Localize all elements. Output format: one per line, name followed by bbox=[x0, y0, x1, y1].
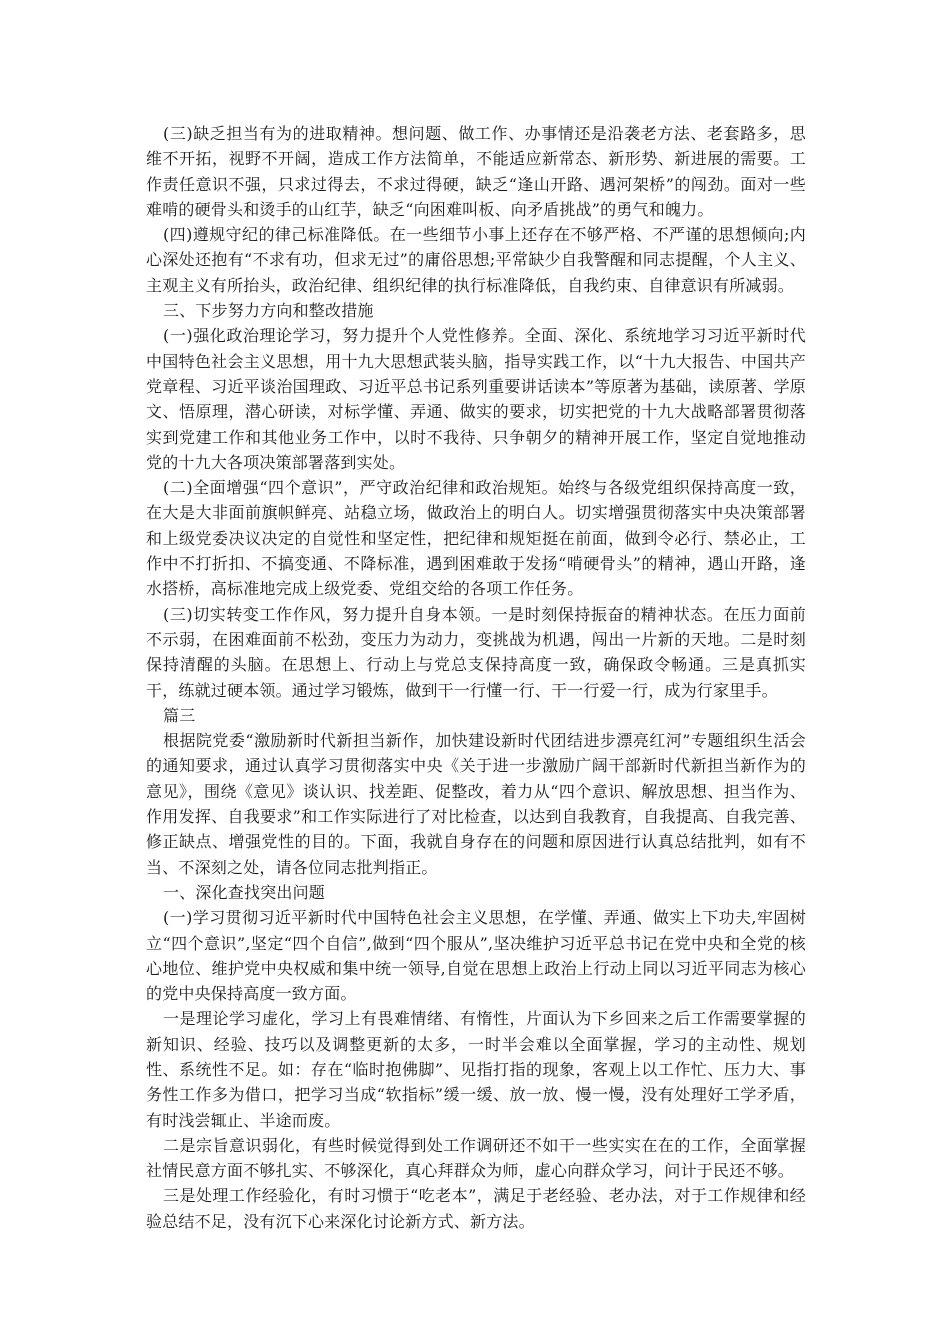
section-heading: 一、深化查找突出问题 bbox=[163, 882, 326, 902]
paragraph: 三是处理工作经验化，有时习惯于“吃老本”，满足于老经验、老办法，对于工作规律和经验总结不足，没有沉下心来深化讨论新方式、新方法。 bbox=[146, 1186, 806, 1231]
paragraph: (三)切实转变工作作风，努力提升自身本领。一是时刻保持振奋的精神状态。在压力面前不示弱，在困难面前不松劲，变压力为动力，变挑战为机遇，闯出一片新的天地。二是时刻保持清醒的头脑。在思想上、行动上与党总支保持高度一致，确保政令畅通。三是真抓实干，练就过硬本领。通过学习锻炼，做到干一行懂一行、干一行爱一行，成为行家里手。 bbox=[146, 604, 806, 700]
paragraph: (一)强化政治理论学习，努力提升个人党性修养。全面、深化、系统地学习习近平新时代中国特色社会主义思想，用十九大思想武装头脑，指导实践工作，以“十九大报告、中国共产党章程、习近平谈治国理政、习近平总书记系列重要讲话读本”等原著为基础，读原著、学原文、悟原理，潜心研读，对标学懂、弄通、做实的要求，切实把党的十九大战略部署贯彻落实到党建工作和其他业务工作中，以时不我待、只争朝夕的精神开展工作，坚定自觉地推动党的十九大各项决策部署落到实处。 bbox=[146, 326, 806, 472]
paragraph: (四)遵规守纪的律己标准降低。在一些细节小事上还存在不够严格、不严谨的思想倾向;内心深处还抱有“不求有功，但求无过”的庸俗思想;平常缺少自我警醒和同志提醒，个人主义、主观主义有所抬头，政治纪律、组织纪律的执行标准降低，自我约束、自律意识有所减弱。 bbox=[146, 225, 806, 295]
section-heading: 三、下步努力方向和整改措施 bbox=[163, 301, 374, 321]
paragraph: (一)学习贯彻习近平新时代中国特色社会主义思想，在学懂、弄通、做实上下功夫,牢固树立“四个意识”,坚定“四个自信”,做到“四个服从”,坚决维护习近平总书记在党中央和全党的核心地位、维护党中央权威和集中统一领导,自觉在思想上政治上行动上同以习近平同志为核心的党中央保持高度一致方面。 bbox=[146, 908, 806, 1004]
document-body bbox=[146, 121, 806, 1234]
paragraph: (二)全面增强“四个意识”，严守政治纪律和政治规矩。始终与各级党组织保持高度一致，在大是大非面前旗帜鲜亮、站稳立场，做政治上的明白人。切实增强贯彻落实中央决策部署和上级党委决议决定的自觉性和坚定性，把纪律和规矩挺在前面，做到令必行、禁必止，工作中不打折扣、不搞变通、不降标准，遇到困难敢于发扬“啃硬骨头”的精神，遇山开路，逢水搭桥，高标准地完成上级党委、党组交给的各项工作任务。 bbox=[146, 478, 806, 599]
paragraph: 二是宗旨意识弱化，有些时候觉得到处工作调研还不如干一些实实在在的工作，全面掌握社情民意方面不够扎实、不够深化，真心拜群众为师，虚心向群众学习，问计于民还不够。 bbox=[146, 1135, 806, 1181]
paragraph: 一是理论学习虚化，学习上有畏难情绪、有惰性，片面认为下乡回来之后工作需要掌握的新知识、经验、技巧以及调整更新的太多，一时半会难以全面掌握，学习的主动性、规划性、系统性不足。如：存在“临时抱佛脚”、见指打指的现象，客观上以工作忙、压力大、事务性工作多为借口，把学习当成“软指标”缓一缓、放一放、慢一慢，没有处理好工学矛盾，有时浅尝辄止、半途而废。 bbox=[146, 1009, 806, 1130]
chapter-heading: 篇三 bbox=[163, 705, 196, 725]
paragraph: 根据院党委“激励新时代新担当新作，加快建设新时代团结进步漂亮红河”专题组织生活会的通知要求，通过认真学习贯彻落实中央《关于进一步激励广阔干部新时代新担当新作为的意见》，围绕《意见》谈认识、找差距、促整改，着力从“四个意识、解放思想、担当作为、作用发挥、自我要求”和工作实际进行了对比检查，以达到自我教育，自我提高、自我完善、修正缺点、增强党性的目的。下面，我就自身存在的问题和原因进行认真总结批判，如有不当、不深刻之处，请各位同志批判指正。 bbox=[146, 731, 806, 877]
paragraph: (三)缺乏担当有为的进取精神。想问题、做工作、办事情还是沿袭老方法、老套路多，思维不开拓，视野不开阔，造成工作方法简单，不能适应新常态、新形势、新进展的需要。工作责任意识不强，只求过得去，不求过得硬，缺乏“逢山开路、遇河架桥”的闯劲。面对一些难啃的硬骨头和烫手的山红芋，缺乏“向困难叫板、向矛盾挑战”的勇气和魄力。 bbox=[146, 124, 806, 219]
